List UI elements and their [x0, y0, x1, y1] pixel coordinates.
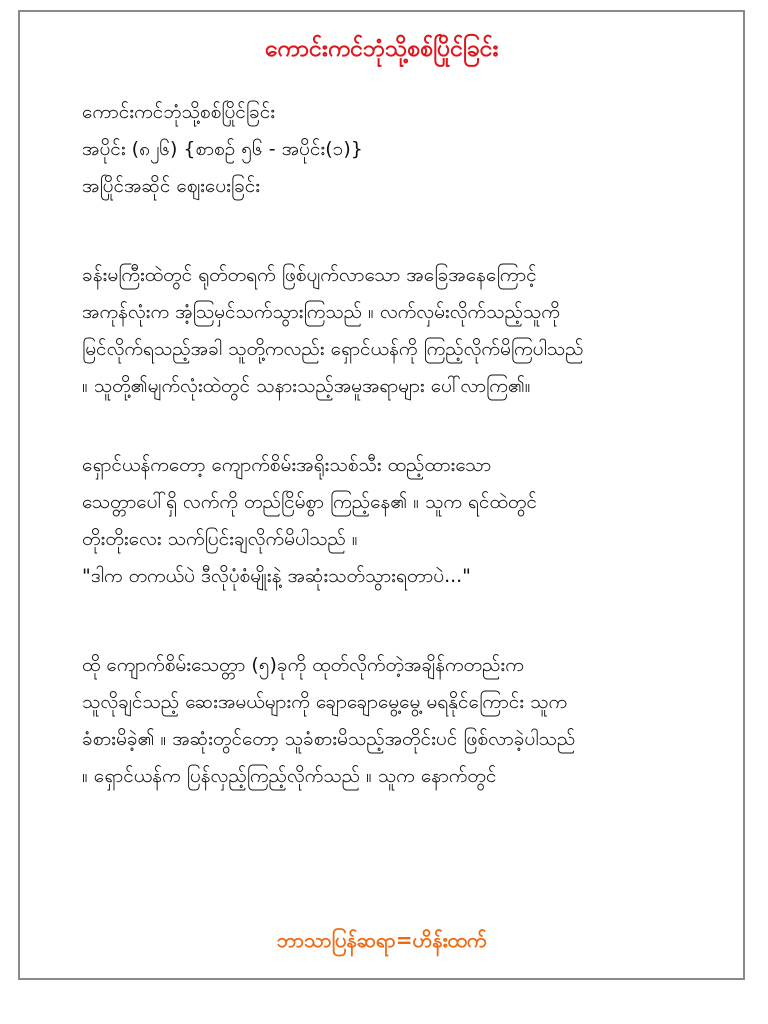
header-line: အပြိုင်အဆိုင် ဈေးပေးခြင်း — [82, 175, 261, 197]
header-line: အပိုင်း (၈၂၆) {စာစဉ် ၅၆ - အပိုင်း(၁)} — [82, 138, 363, 160]
paragraph-spacer — [82, 595, 722, 647]
paragraph-line: တိုးတိုးလေး သက်ပြင်းချလိုက်မိပါသည် ။ — [82, 528, 358, 550]
chapter-header — [82, 94, 722, 205]
paragraph-line: ထို ကျောက်စိမ်းသေတ္တာ (၅)ခုကို ထုတ်လိုက်တဲ့အချိန်ကတည်းက — [82, 654, 524, 676]
paragraph — [82, 447, 722, 595]
paragraph-line: မြင်လိုက်ရသည့်အခါ သူတို့ကလည်း ရှောင်ယန်ကို ကြည့်လိုက်မိကြပါသည် — [82, 338, 584, 360]
paragraph-line: ခံစားမိခဲ့၏ ။ အဆုံးတွင်တော့ သူခံစားမိသည့်အတိုင်းပင် ဖြစ်လာခဲ့ပါသည် — [82, 728, 576, 750]
paragraph-line: ရှောင်ယန်ကတော့ ကျောက်စိမ်းအရိုးသစ်သီး ထည့်ထားသော — [82, 454, 492, 476]
paragraph-line: ။ သူတို့၏မျက်လုံးထဲတွင် သနားသည့်အမူအရာများ ပေါ်လာကြ၏။ — [82, 375, 531, 397]
paragraph — [82, 647, 722, 795]
paragraph — [82, 257, 722, 405]
paragraph-line: အကုန်လုံးက အံ့ဩမှင်သက်သွားကြသည် ။ လက်လှမ်းလိုက်သည့်သူကို — [82, 301, 560, 323]
header-line: ကောင်းကင်ဘုံသို့စစ်ပြိုင်ခြင်း — [82, 101, 276, 123]
translator-credit: ဘာသာပြန်ဆရာ=ဟိန်းထက် — [276, 928, 487, 952]
paragraph-spacer — [82, 405, 722, 447]
document-body — [82, 94, 722, 795]
paragraph-line: ခန်းမကြီးထဲတွင် ရုတ်တရက် ဖြစ်ပျက်လာသော အခြေအနေကြောင့် — [82, 264, 537, 286]
paragraph-spacer — [82, 205, 722, 257]
paragraph-line: သေတ္တာပေါ်ရှိ လက်ကို တည်ငြိမ်စွာ ကြည့်နေ၏ ။ သူက ရင်ထဲတွင် — [82, 491, 537, 513]
document-page — [18, 10, 745, 980]
paragraph-line: ။ ရှောင်ယန်က ပြန်လှည့်ကြည့်လိုက်သည် ။ သူက နောက်တွင် — [82, 765, 497, 787]
paragraph-line: "ဒါက တကယ်ပဲ ဒီလိုပုံစံမျိုးနဲ့ အဆုံးသတ်သွားရတာပဲ..." — [82, 565, 471, 587]
page-title: ကောင်းကင်ဘုံသို့စစ်ပြိုင်ခြင်း — [264, 36, 499, 62]
paragraph-line: သူလိုချင်သည့် ဆေးအမယ်များကို ချောချောမွေ့မွေ့ မရနိုင်ကြောင်း သူက — [82, 691, 568, 713]
